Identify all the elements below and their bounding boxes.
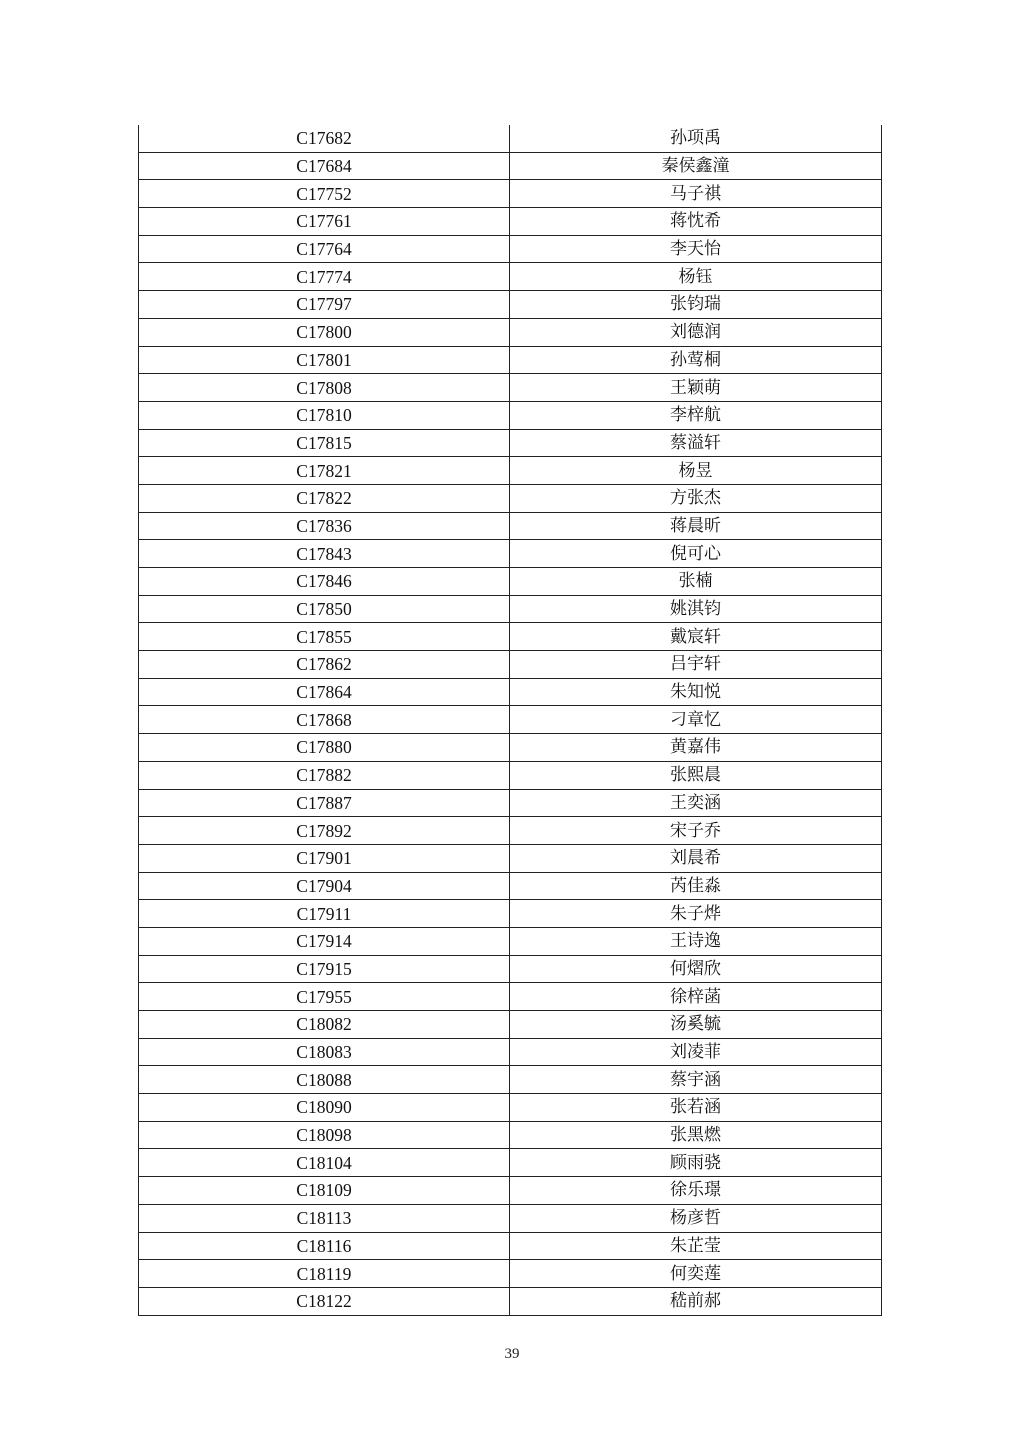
candidate-id-cell: C18104 [139, 1149, 510, 1177]
table-row [139, 1121, 882, 1149]
candidate-id-cell: C18119 [139, 1260, 510, 1288]
table-row [139, 623, 882, 651]
table-row [139, 1232, 882, 1260]
candidate-id-cell: C17864 [139, 678, 510, 706]
candidate-id-cell: C18109 [139, 1177, 510, 1205]
table-row [139, 291, 882, 319]
candidate-name-cell: 宋子乔 [510, 817, 882, 845]
candidate-name-cell: 张楠 [510, 568, 882, 596]
candidate-name-cell: 张黑燃 [510, 1121, 882, 1149]
table-row [139, 706, 882, 734]
candidate-name-cell: 朱知悦 [510, 678, 882, 706]
candidate-id-cell: C18090 [139, 1094, 510, 1122]
candidate-id-cell: C17774 [139, 263, 510, 291]
table-row [139, 1287, 882, 1315]
candidate-name-cell: 朱子烨 [510, 900, 882, 928]
candidate-name-cell: 何熠欣 [510, 955, 882, 983]
candidate-name-cell: 朱芷莹 [510, 1232, 882, 1260]
page-number: 39 [504, 1346, 520, 1362]
candidate-id-cell: C17836 [139, 512, 510, 540]
candidate-id-cell: C17684 [139, 152, 510, 180]
candidate-name-cell: 徐梓菡 [510, 983, 882, 1011]
table-row [139, 651, 882, 679]
candidate-id-cell: C17868 [139, 706, 510, 734]
candidate-name-cell: 芮佳淼 [510, 872, 882, 900]
candidate-id-cell: C18122 [139, 1287, 510, 1315]
table-row [139, 318, 882, 346]
candidate-name-cell: 蒋晨昕 [510, 512, 882, 540]
table-row [139, 429, 882, 457]
table-row [139, 595, 882, 623]
candidate-id-cell: C17846 [139, 568, 510, 596]
candidate-id-cell: C17887 [139, 789, 510, 817]
table-row [139, 374, 882, 402]
candidate-id-cell: C17892 [139, 817, 510, 845]
candidate-name-cell: 黄嘉伟 [510, 734, 882, 762]
candidate-name-cell: 徐乐璟 [510, 1177, 882, 1205]
table-row [139, 484, 882, 512]
candidate-name-cell: 刘晨希 [510, 844, 882, 872]
candidate-name-cell: 杨钰 [510, 263, 882, 291]
candidate-name-cell: 吕宇轩 [510, 651, 882, 679]
candidate-name-cell: 张钧瑞 [510, 291, 882, 319]
candidate-name-cell: 蔡溢轩 [510, 429, 882, 457]
table-row [139, 844, 882, 872]
table-row [139, 1066, 882, 1094]
candidate-id-cell: C17901 [139, 844, 510, 872]
table-row [139, 180, 882, 208]
candidate-name-cell: 王颖萌 [510, 374, 882, 402]
candidate-name-cell: 刘德润 [510, 318, 882, 346]
candidate-id-cell: C17880 [139, 734, 510, 762]
candidate-id-cell: C17915 [139, 955, 510, 983]
candidate-name-cell: 顾雨骁 [510, 1149, 882, 1177]
candidate-id-cell: C17843 [139, 540, 510, 568]
candidate-id-cell: C17955 [139, 983, 510, 1011]
candidate-id-cell: C17862 [139, 651, 510, 679]
table-row [139, 678, 882, 706]
candidate-name-cell: 姚淇钧 [510, 595, 882, 623]
candidate-id-cell: C17797 [139, 291, 510, 319]
candidate-id-cell: C17914 [139, 927, 510, 955]
candidate-name-cell: 孙莺桐 [510, 346, 882, 374]
candidate-name-cell: 孙项禹 [510, 125, 882, 152]
table-row [139, 125, 882, 152]
candidate-id-cell: C18113 [139, 1204, 510, 1232]
table-row [139, 817, 882, 845]
candidate-name-cell: 嵇前郝 [510, 1287, 882, 1315]
candidate-id-cell: C17800 [139, 318, 510, 346]
candidate-name-cell: 张熙晨 [510, 761, 882, 789]
table-row [139, 540, 882, 568]
candidate-id-cell: C17882 [139, 761, 510, 789]
table-row [139, 457, 882, 485]
candidate-id-cell: C17801 [139, 346, 510, 374]
table-row [139, 872, 882, 900]
table-row [139, 761, 882, 789]
table-row [139, 900, 882, 928]
candidate-id-cell: C17761 [139, 208, 510, 236]
candidate-name-cell: 刘凌菲 [510, 1038, 882, 1066]
candidate-id-cell: C17810 [139, 401, 510, 429]
candidate-id-cell: C18082 [139, 1011, 510, 1039]
candidate-name-cell: 蔡宇涵 [510, 1066, 882, 1094]
table-row [139, 789, 882, 817]
candidate-name-cell: 蒋忱希 [510, 208, 882, 236]
candidate-name-cell: 张若涵 [510, 1094, 882, 1122]
candidate-id-cell: C17815 [139, 429, 510, 457]
candidate-name-cell: 杨昱 [510, 457, 882, 485]
candidate-id-cell: C18083 [139, 1038, 510, 1066]
table-row [139, 1204, 882, 1232]
candidate-id-cell: C17821 [139, 457, 510, 485]
candidate-name-cell: 马子祺 [510, 180, 882, 208]
table-row [139, 235, 882, 263]
table-row [139, 346, 882, 374]
candidate-name-cell: 杨彦哲 [510, 1204, 882, 1232]
table-row [139, 208, 882, 236]
candidate-name-cell: 刁章忆 [510, 706, 882, 734]
table-row [139, 955, 882, 983]
candidate-id-cell: C17682 [139, 125, 510, 152]
table-row [139, 927, 882, 955]
table-row [139, 568, 882, 596]
candidate-id-cell: C17822 [139, 484, 510, 512]
candidate-name-cell: 倪可心 [510, 540, 882, 568]
candidate-id-cell: C17808 [139, 374, 510, 402]
table-row [139, 983, 882, 1011]
table-row [139, 1260, 882, 1288]
roster-table-body [139, 125, 882, 1315]
candidate-name-cell: 秦侯鑫潼 [510, 152, 882, 180]
candidate-name-cell: 王奕涵 [510, 789, 882, 817]
candidate-name-cell: 何奕莲 [510, 1260, 882, 1288]
candidate-name-cell: 王诗逸 [510, 927, 882, 955]
candidate-name-cell: 戴宸轩 [510, 623, 882, 651]
candidate-id-cell: C17855 [139, 623, 510, 651]
table-row [139, 1177, 882, 1205]
roster-table [138, 125, 882, 1316]
candidate-id-cell: C17764 [139, 235, 510, 263]
candidate-id-cell: C18116 [139, 1232, 510, 1260]
candidate-name-cell: 李天怡 [510, 235, 882, 263]
table-row [139, 263, 882, 291]
candidate-name-cell: 方张杰 [510, 484, 882, 512]
table-row [139, 1011, 882, 1039]
table-row [139, 734, 882, 762]
candidate-id-cell: C17904 [139, 872, 510, 900]
table-row [139, 1094, 882, 1122]
table-row [139, 512, 882, 540]
candidate-name-cell: 李梓航 [510, 401, 882, 429]
candidate-id-cell: C18098 [139, 1121, 510, 1149]
table-row [139, 152, 882, 180]
candidate-name-cell: 汤奚毓 [510, 1011, 882, 1039]
table-row [139, 1038, 882, 1066]
table-row [139, 401, 882, 429]
candidate-id-cell: C17752 [139, 180, 510, 208]
candidate-id-cell: C17850 [139, 595, 510, 623]
table-row [139, 1149, 882, 1177]
candidate-id-cell: C17911 [139, 900, 510, 928]
candidate-id-cell: C18088 [139, 1066, 510, 1094]
